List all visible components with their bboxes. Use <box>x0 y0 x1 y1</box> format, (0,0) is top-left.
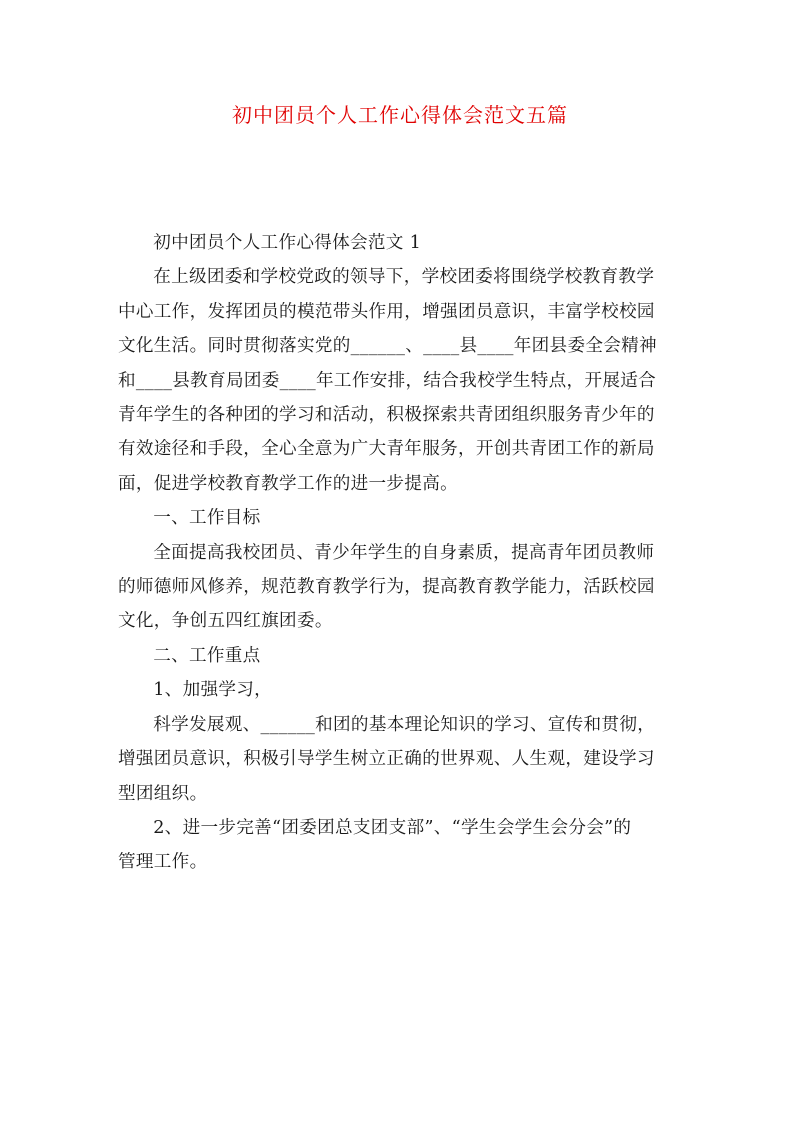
paragraph-line: 面，促进学校教育教学工作的进一步提高。 <box>118 473 458 494</box>
paragraph-line: 管理工作。 <box>118 852 208 873</box>
paragraph-line: 中心工作，发挥团员的模范带头作用，增强团员意识，丰富学校校园 <box>118 301 655 322</box>
paragraph-line: 和____县教育局团委____年工作安排，结合我校学生特点，开展适合 <box>118 370 657 391</box>
section-heading-1: 初中团员个人工作心得体会范文 1 <box>153 233 422 253</box>
list-item-heading: 2、进一步完善“团委团总支团支部”、“学生会学生会分会”的 <box>153 817 632 838</box>
list-item-heading: 1、加强学习， <box>153 680 273 701</box>
paragraph-line: 文化，争创五四红旗团委。 <box>118 611 333 632</box>
subheading-work-goals: 一、工作目标 <box>153 508 261 529</box>
paragraph-line: 在上级团委和学校党政的领导下，学校团委将围绕学校教育教学 <box>153 267 655 288</box>
paragraph-line: 增强团员意识，积极引导学生树立正确的世界观、人生观，建设学习 <box>118 749 655 770</box>
document-body <box>118 226 688 880</box>
document-title: 初中团员个人工作心得体会范文五篇 <box>232 103 568 127</box>
paragraph-line: 全面提高我校团员、青少年学生的自身素质，提高青年团员教师 <box>153 542 655 563</box>
subheading-work-focus: 二、工作重点 <box>153 645 261 666</box>
paragraph-line: 的师德师风修养，规范教育教学行为，提高教育教学能力，活跃校园 <box>118 577 655 598</box>
paragraph-line: 型团组织。 <box>118 783 208 804</box>
paragraph-line: 文化生活。同时贯彻落实党的______、____县____年团县委全会精神 <box>118 336 657 357</box>
paragraph-line: 科学发展观、______和团的基本理论知识的学习、宣传和贯彻， <box>153 714 656 735</box>
paragraph-line: 有效途径和手段，全心全意为广大青年服务，开创共青团工作的新局 <box>118 439 655 460</box>
paragraph-line: 青年学生的各种团的学习和活动，积极探索共青团组织服务青少年的 <box>118 405 655 426</box>
